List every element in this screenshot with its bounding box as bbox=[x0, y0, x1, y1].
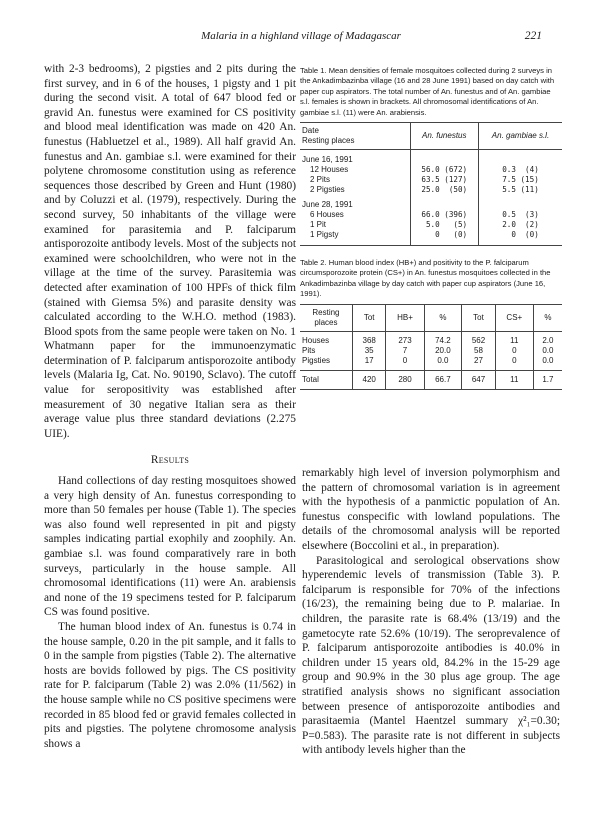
table2-header: % bbox=[533, 304, 562, 331]
table1-funestus: 63.5 (127) bbox=[410, 175, 478, 185]
table2-caption: Table 2. Human blood index (HB+) and positivity to the P. falciparum circumsporozoite protein (CS+) in An. funestus mosquitoes collected in the Ankadimbazinba village by day catch with paper cup aspirators (June 16, 1991). bbox=[300, 258, 551, 299]
table1-funestus: 25.0 (50) bbox=[410, 185, 478, 195]
running-title: Malaria in a highland village of Madagascar bbox=[201, 30, 401, 42]
table2-row bbox=[300, 356, 562, 371]
right-paragraph-2: Parasitological and serological observations show hyperendemic levels of transmission (Table 3). P. falciparum is responsible for 70% of the infections (16/23), the remaining being due to P. malariae. In children, the parasite rate is 68.4% (13/19) and the gametocyte rate 52.6% (10/19). The seroprevalence of P. falciparum antisporozoite antibodies is 40.0% in children under 15 years old, 84.2% in the 15-29 age group and 90.9% in the 30 plus age group. The age stratified analysis shows no significant association between presence of antisporozoite antibodies and parasitaemia (Mantel Haentzel summary χ²₁=0.30; P=0.583). The parasite rate is not different in subjects with antibody levels higher than the bbox=[302, 554, 560, 757]
table2-header: Tot bbox=[352, 304, 386, 331]
table1-gambiae: 5.5 (11) bbox=[478, 185, 562, 195]
methods-paragraph: with 2-3 bedrooms), 2 pigsties and 2 pits during the first survey, and in 6 of the houses, 1 pigsty and 1 pit during the second visit. A total of 647 blood fed or gravid An. funestus were examined for CS positivity and blood meal identification was made on 420 An. funestus (Habluetzel et al., 1989). All half gravid An. funestus and An. gambiae s.l. were examined for their polytene chromosome constitution using as reference sequences those described by Green and Hunt (1980) and by Coluzzi et al. (1979), respectively. During the second survey, 50 inhabitants of the village were examined for parasitemia and P. falciparum antisporozoite antibody levels. Most of the subjects not examined were schoolchildren, who were not in the village at the time of the survey. Parasitemia was detected after examination of 100 HPFs of thick film (stained with Giemsa 5%) and parasite density was calculated according to the W.H.O. method (1983). Blood spots from the same people were taken on No. 1 Whatmann paper for the immunoenzymatic determination of P. falciparum antisporozoite antibody levels (Malaria Ig, Cat. No. 90190, Sclavo). The cutoff value for seropositivity was established after measurement of 30 negative Italian sera as their average value plus three standard deviations (2.275 UIE). bbox=[44, 63, 296, 440]
table1-gambiae: 7.5 (15) bbox=[478, 175, 562, 185]
table1-funestus: 56.0 (672) bbox=[410, 165, 478, 175]
table2-header: Tot bbox=[462, 304, 496, 331]
table1-group-row bbox=[300, 150, 562, 166]
table1-caption: Table 1. Mean densities of female mosquitoes collected during 2 surveys in the Ankadimbazinba village (16 and 28 June 1991) based on day catch with paper cup aspirators. The total number of An. funestus and of An. gambiae s.l. females is shown in brackets. All chromosomal identifications of An. gambiae s.l. (11) were An. arabiensis. bbox=[300, 66, 555, 117]
table2-cell: 11 bbox=[495, 331, 533, 346]
table1-row bbox=[300, 230, 562, 246]
page-number: 221 bbox=[524, 30, 542, 42]
table2 bbox=[300, 304, 562, 390]
table2-row bbox=[300, 331, 562, 346]
table2-header: CS+ bbox=[495, 304, 533, 331]
table1-place: 12 Houses bbox=[310, 165, 349, 175]
table2-cell: 74.2 bbox=[424, 331, 462, 346]
table2-cell: Total bbox=[300, 370, 352, 389]
table1-header-gambiae: An. gambiae s.l. bbox=[478, 123, 562, 150]
table1-date: June 28, 1991 bbox=[302, 200, 353, 210]
table2-cell: 7 bbox=[386, 346, 424, 356]
table2-cell: 58 bbox=[462, 346, 496, 356]
table2-cell: 0 bbox=[495, 356, 533, 371]
table2-header: % bbox=[424, 304, 462, 331]
table1-group-row bbox=[300, 195, 562, 210]
table2-cell: 35 bbox=[352, 346, 386, 356]
table1-row bbox=[300, 210, 562, 220]
table1-row bbox=[300, 220, 562, 230]
table1-funestus: 66.0 (396) bbox=[410, 210, 478, 220]
results-heading: Results bbox=[150, 454, 190, 467]
table1-gambiae: 0 (0) bbox=[478, 230, 562, 246]
table2-cell: 2.0 bbox=[533, 331, 562, 346]
table2-cell: 647 bbox=[462, 370, 496, 389]
table1-header-date: Date Resting places bbox=[300, 123, 410, 150]
table2-cell: 0.0 bbox=[424, 356, 462, 371]
table1-header-funestus: An. funestus bbox=[410, 123, 478, 150]
table1-place: 6 Houses bbox=[310, 210, 344, 220]
right-column-tables bbox=[300, 62, 562, 390]
table1 bbox=[300, 122, 562, 246]
table2-cell: Houses bbox=[302, 335, 330, 345]
table1-funestus: 0 (0) bbox=[410, 230, 478, 246]
table1-row bbox=[300, 175, 562, 185]
table2-cell: 280 bbox=[386, 370, 424, 389]
table2-cell: 0 bbox=[386, 356, 424, 371]
table2-cell: 1.7 bbox=[533, 370, 562, 389]
table1-row bbox=[300, 165, 562, 175]
table2-cell: 66.7 bbox=[424, 370, 462, 389]
table2-cell: 11 bbox=[495, 370, 533, 389]
table2-cell: 368 bbox=[352, 331, 386, 346]
table2-cell: 0.0 bbox=[533, 356, 562, 371]
table2-header: HB+ bbox=[386, 304, 424, 331]
table2-cell: Pigsties bbox=[302, 355, 331, 365]
table1-date: June 16, 1991 bbox=[302, 155, 353, 165]
table2-cell: 0 bbox=[495, 346, 533, 356]
results-paragraph-2: The human blood index of An. funestus is 0.74 in the house sample, 0.20 in the pit sample, and it falls to 0 in the sample from pigsties (Table 2). The alternative hosts are bovids followed by pigs. The CS positivity rate for P. falciparum (Table 2) was 2.0% (11/562) in the house sample while no CS positive specimens were recorded in 85 blood fed or gravid females collected in pits and pigsties. The polytene chromosome analysis shows a bbox=[44, 620, 296, 750]
right-paragraph-1: remarkably high level of inversion polymorphism and the pattern of chromosomal variation is in agreement with the hypothesis of a panmictic population of An. funestus conspecific with lowland populations. The details of the chromosomal analysis will be reported elsewhere (Boccolini et al., in preparation). bbox=[302, 467, 560, 552]
table1-gambiae: 2.0 (2) bbox=[478, 220, 562, 230]
page-header bbox=[0, 30, 602, 46]
table2-cell: 0.0 bbox=[533, 346, 562, 356]
table1-place: 1 Pigsty bbox=[310, 230, 339, 240]
table2-cell: 20.0 bbox=[424, 346, 462, 356]
table1-funestus: 5.0 (5) bbox=[410, 220, 478, 230]
table2-cell: Pits bbox=[302, 345, 316, 355]
table2-cell: 273 bbox=[386, 331, 424, 346]
table2-cell: 562 bbox=[462, 331, 496, 346]
table2-header: Resting places bbox=[300, 304, 352, 331]
table1-gambiae: 0.5 (3) bbox=[478, 210, 562, 220]
table1-gambiae: 0.3 (4) bbox=[478, 165, 562, 175]
table2-cell: 420 bbox=[352, 370, 386, 389]
table1-place: 2 Pits bbox=[310, 175, 331, 185]
right-column-text bbox=[302, 466, 560, 758]
table2-row bbox=[300, 346, 562, 356]
table2-cell: 27 bbox=[462, 356, 496, 371]
table1-place: 1 Pit bbox=[310, 220, 327, 230]
table2-cell: 17 bbox=[352, 356, 386, 371]
left-column bbox=[44, 62, 296, 751]
results-paragraph-1: Hand collections of day resting mosquitoes showed a very high density of An. funestus corresponding to more than 50 females per house (Table 1). The species was also found well represented in pit and pigsty samples indicating partial exophily and zoophily. An. gambiae s.l. was found comparatively rare in both surveys, particularly in the house sample. All chromosomal identifications (11) were An. arabiensis and none of the 19 specimens tested for P. falciparum CS was found positive. bbox=[44, 475, 296, 619]
table1-row bbox=[300, 185, 562, 195]
table2-total-row bbox=[300, 370, 562, 389]
table1-place: 2 Pigsties bbox=[310, 185, 345, 195]
